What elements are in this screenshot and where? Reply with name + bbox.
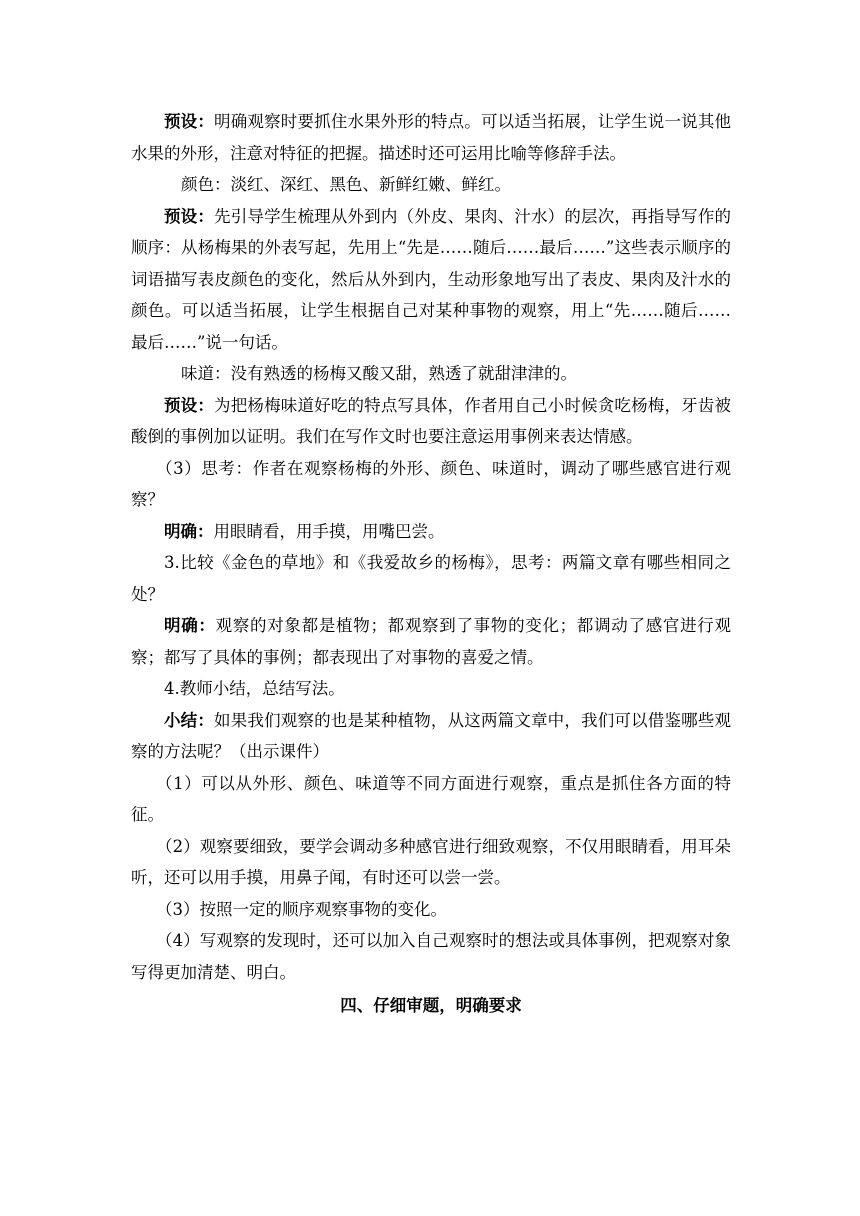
paragraph-text: 如果我们观察的也是某种植物，从这两篇文章中，我们可以借鉴哪些观察的方法呢？（出示课件） xyxy=(131,710,732,761)
paragraph-method-2 xyxy=(131,831,731,894)
paragraph-clarify-senses xyxy=(131,516,731,548)
paragraph-text: 颜色：淡红、深红、黑色、新鲜红嫩、鲜红。 xyxy=(181,175,511,194)
clarify-label: 明确： xyxy=(164,616,216,635)
summary-label: 小结： xyxy=(164,710,215,730)
clarify-label: 明确： xyxy=(164,521,214,541)
paragraph-color xyxy=(131,169,731,201)
paragraph-preset-taste xyxy=(131,390,731,453)
paragraph-compare xyxy=(131,547,731,610)
paragraph-preset-shape xyxy=(131,106,731,169)
paragraph-think-3 xyxy=(131,453,731,516)
paragraph-text: 先引导学生梳理从外到内（外皮、果肉、汁水）的层次，再指导写作的顺序：从杨梅果的外表写起，先用上“先是……随后……最后……”这些表示顺序的词语描写表皮颜色的变化，然后从外到内，生动形象地写出了表皮、果肉及汁水的颜色。可以适当拓展，让学生根据自己对某种事物的观察，用上“先……随后……最后……”说一句话。 xyxy=(131,206,732,352)
paragraph-teacher-summary xyxy=(131,673,731,705)
document-body xyxy=(131,106,731,1022)
paragraph-text: （3）思考：作者在观察杨梅的外形、颜色、味道时，调动了哪些感官进行观察？ xyxy=(131,458,731,509)
preset-label: 预设： xyxy=(164,395,215,415)
paragraph-method-4 xyxy=(131,925,731,988)
paragraph-clarify-common xyxy=(131,610,731,673)
preset-label: 预设： xyxy=(164,112,215,131)
paragraph-text: （2）观察要细致，要学会调动多种感官进行细致观察，不仅用眼睛看，用耳朵听，还可以用手摸，用鼻子闻，有时还可以尝一尝。 xyxy=(131,836,731,887)
paragraph-preset-color xyxy=(131,201,731,359)
paragraph-text: 为把杨梅味道好吃的特点写具体，作者用自己小时候贪吃杨梅，牙齿被酸倒的事例加以证明。我们在写作文时也要注意运用事例来表达情感。 xyxy=(131,395,732,446)
paragraph-method-1 xyxy=(131,768,731,831)
section-heading: 四、仔细审题，明确要求 xyxy=(340,996,522,1015)
paragraph-text: 观察的对象都是植物；都观察到了事物的变化；都调动了感官进行观察；都写了具体的事例；都表现出了对事物的喜爱之情。 xyxy=(131,616,731,667)
paragraph-summary xyxy=(131,705,731,768)
paragraph-text: 4.教师小结，总结写法。 xyxy=(164,679,345,698)
paragraph-text: 明确观察时要抓住水果外形的特点。可以适当拓展，让学生说一说其他水果的外形，注意对特征的把握。描述时还可运用比喻等修辞手法。 xyxy=(131,112,732,163)
paragraph-method-3 xyxy=(131,894,731,926)
paragraph-text: （1）可以从外形、颜色、味道等不同方面进行观察，重点是抓住各方面的特征。 xyxy=(131,773,731,824)
paragraph-text: 用眼睛看，用手摸，用嘴巴尝。 xyxy=(213,521,445,541)
paragraph-text: （3）按照一定的顺序观察事物的变化。 xyxy=(156,899,447,919)
paragraph-text: 味道：没有熟透的杨梅又酸又甜，熟透了就甜津津的。 xyxy=(181,364,577,383)
preset-label: 预设： xyxy=(164,206,215,226)
paragraph-taste xyxy=(131,358,731,390)
paragraph-text: （4）写观察的发现时，还可以加入自己观察时的想法或具体事例，把观察对象写得更加清楚、明白。 xyxy=(131,931,731,982)
paragraph-text: 3.比较《金色的草地》和《我爱故乡的杨梅》，思考：两篇文章有哪些相同之处？ xyxy=(131,553,731,604)
